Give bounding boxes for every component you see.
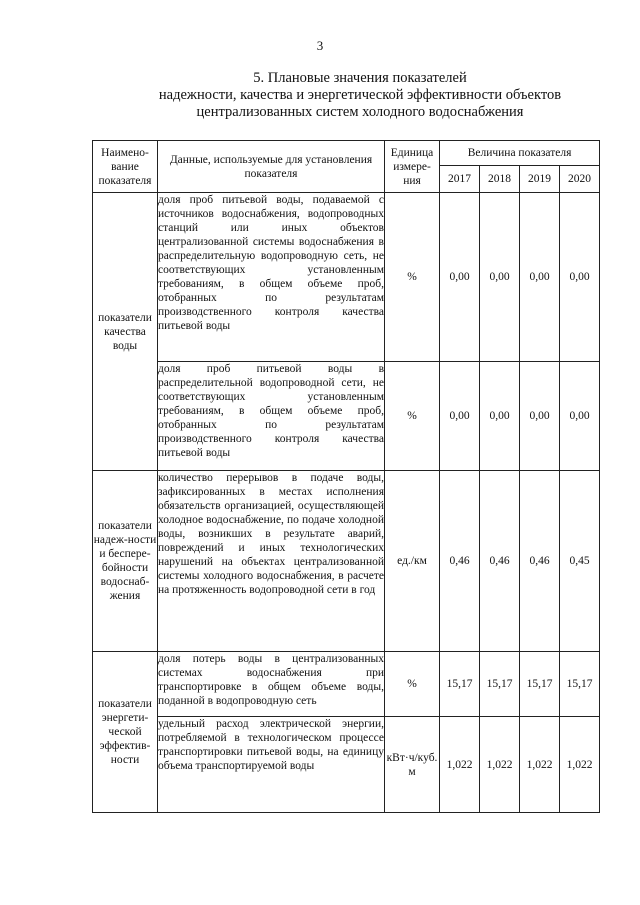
header-data-used: Данные, используемые для установления показателя bbox=[158, 141, 385, 193]
value-2020: 0,00 bbox=[560, 193, 600, 362]
table-row bbox=[93, 193, 600, 362]
row-description: доля проб питьевой воды, подаваемой с источников водоснабжения, водопроводных станций или иных объектов централизованной системы водоснабжения в распределительную водопроводную сеть, не соответствующих установленным требованиям, в общем объеме проб, отобранных по результатам производственного контроля качества питьевой воды bbox=[158, 193, 385, 362]
value-2020: 0,00 bbox=[560, 362, 600, 471]
title-line-1: 5. Плановые значения показателей bbox=[253, 70, 467, 86]
value-2020: 0,45 bbox=[560, 471, 600, 652]
value-2019: 0,46 bbox=[520, 471, 560, 652]
value-2017: 0,00 bbox=[440, 193, 480, 362]
row-description: доля потерь воды в централизованных системах водоснабжения при транспортировке в общем объеме воды, поданной в водопроводную сеть bbox=[158, 652, 385, 717]
group-water-quality: показатели качества воды bbox=[93, 193, 158, 471]
row-unit: кВт·ч/куб. м bbox=[385, 717, 440, 813]
table-row bbox=[93, 362, 600, 471]
row-description: количество перерывов в подаче воды, зафиксированных в местах исполнения обязательств организацией, осуществляющей холодное водоснабжение, по подаче холодной воды, возникших в результате аварий, повреждений и иных технологических нарушений на объектах централизованной системы холодного водоснабжения, в расчете на протяженность водопроводной сети в год bbox=[158, 471, 385, 652]
table-row bbox=[93, 717, 600, 813]
value-2019: 1,022 bbox=[520, 717, 560, 813]
value-2018: 1,022 bbox=[480, 717, 520, 813]
title-line-3: централизованных систем холодного водоснабжения bbox=[196, 104, 524, 120]
value-2017: 15,17 bbox=[440, 652, 480, 717]
title-line-2: надежности, качества и энергетической эффективности объектов bbox=[158, 87, 562, 103]
row-description: удельный расход электрической энергии, потребляемой в технологическом процессе транспортировки питьевой воды, на единицу объема транспортируемой воды bbox=[158, 717, 385, 813]
row-unit: ед./км bbox=[385, 471, 440, 652]
header-year-2018: 2018 bbox=[480, 166, 520, 193]
group-energy-efficiency: показатели энергети-ческой эффектив-ности bbox=[93, 652, 158, 813]
value-2018: 15,17 bbox=[480, 652, 520, 717]
value-2019: 0,00 bbox=[520, 193, 560, 362]
value-2018: 0,46 bbox=[480, 471, 520, 652]
table-row bbox=[93, 471, 600, 652]
value-2019: 15,17 bbox=[520, 652, 560, 717]
header-indicator-value: Величина показателя bbox=[440, 141, 600, 166]
row-unit: % bbox=[385, 362, 440, 471]
value-2019: 0,00 bbox=[520, 362, 560, 471]
header-unit: Единица измере-ния bbox=[385, 141, 440, 193]
header-year-2017: 2017 bbox=[440, 166, 480, 193]
group-reliability: показатели надеж-ности и беспере-бойности водоснаб-жения bbox=[93, 471, 158, 652]
header-year-2020: 2020 bbox=[560, 166, 600, 193]
value-2018: 0,00 bbox=[480, 193, 520, 362]
row-description: доля проб питьевой воды в распределительной водопроводной сети, не соответствующих установленным требованиям, в общем объеме проб, отобранных по результатам производственного контроля качества питьевой воды bbox=[158, 362, 385, 471]
value-2017: 0,00 bbox=[440, 362, 480, 471]
header-year-2019: 2019 bbox=[520, 166, 560, 193]
page-number: 3 bbox=[316, 38, 324, 53]
value-2020: 1,022 bbox=[560, 717, 600, 813]
value-2020: 15,17 bbox=[560, 652, 600, 717]
indicators-table bbox=[92, 140, 600, 813]
value-2017: 1,022 bbox=[440, 717, 480, 813]
document-title bbox=[60, 70, 640, 121]
value-2017: 0,46 bbox=[440, 471, 480, 652]
row-unit: % bbox=[385, 193, 440, 362]
header-indicator-name: Наимено-вание показателя bbox=[93, 141, 158, 193]
value-2018: 0,00 bbox=[480, 362, 520, 471]
row-unit: % bbox=[385, 652, 440, 717]
table-row bbox=[93, 652, 600, 717]
